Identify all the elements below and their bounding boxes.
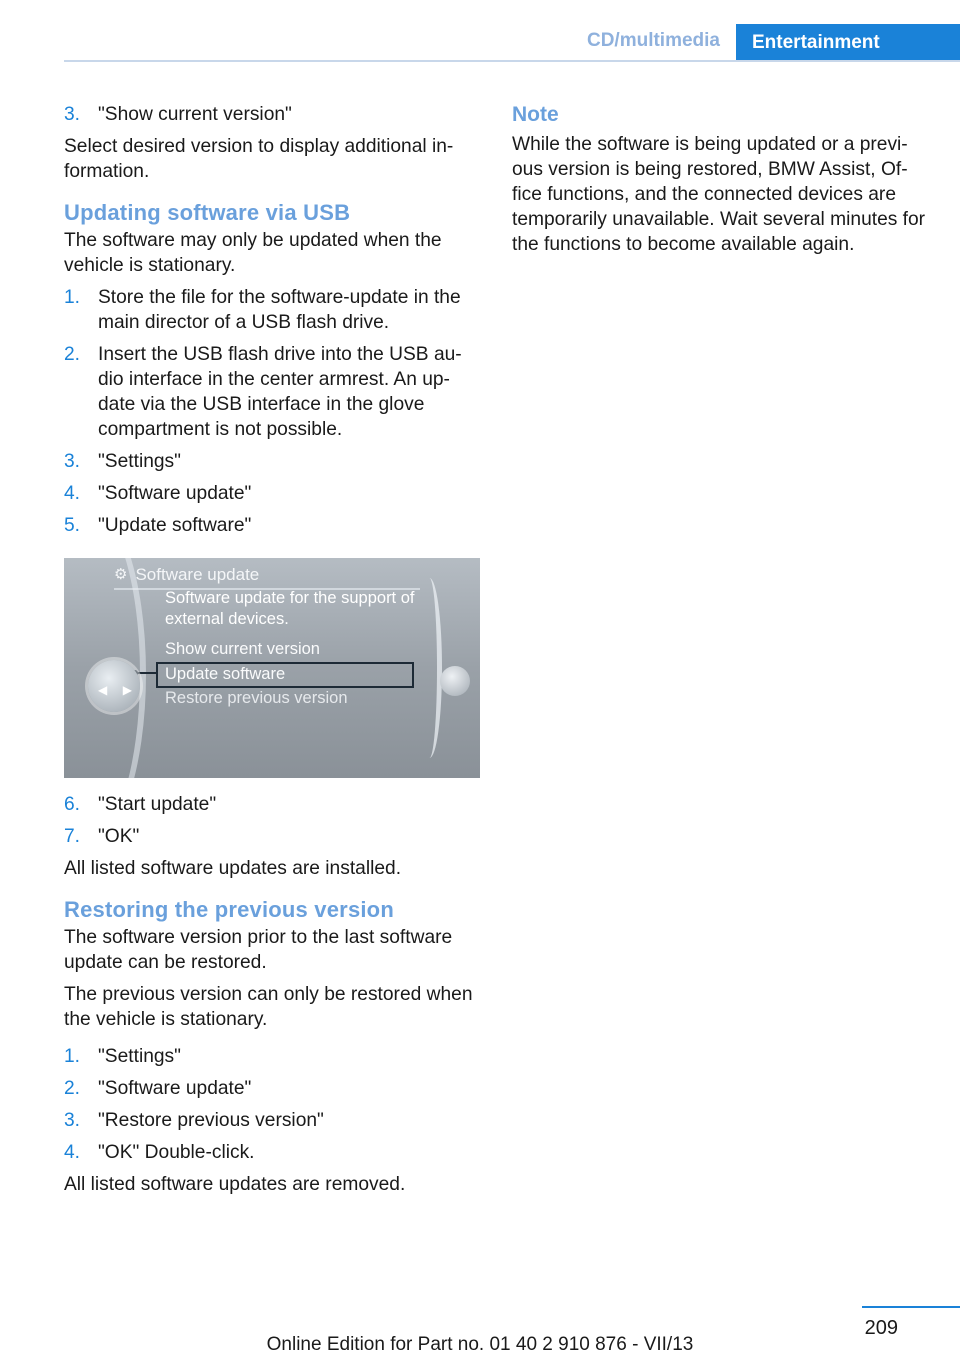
right-column — [512, 102, 928, 264]
step-text: "Show current version" — [98, 104, 292, 125]
idrive-screen-image — [64, 558, 480, 778]
footer-rule — [862, 1306, 960, 1308]
paragraph-restore-stationary: The previous version can only be restored when the vehicle is stationary. — [64, 984, 473, 1030]
step-number: 3. — [64, 104, 81, 125]
left-column — [64, 102, 480, 1204]
step-number: 4. — [64, 1142, 81, 1163]
step-number: 4. — [64, 483, 81, 504]
list-item — [64, 102, 480, 127]
step-text: "OK" — [98, 826, 140, 847]
step-list-top — [64, 102, 480, 127]
step-number: 1. — [64, 1046, 81, 1067]
arrow-left-icon: ◀ — [98, 683, 108, 697]
list-item — [64, 342, 480, 442]
note-text: While the software is being updated or a previ‐ous version is being restored, BMW Assist, Of‐fice functions, and the connected devices are temporarily unavailable. Wait several minutes for the functions to become available again. — [512, 134, 926, 255]
screen-title — [114, 560, 420, 590]
step-text: "Update software" — [98, 515, 252, 536]
step-number: 2. — [64, 344, 81, 365]
paragraph-usb-stationary: The software may only be updated when the vehicle is stationary. — [64, 230, 442, 276]
menu-option-update-software: Update software — [165, 665, 286, 683]
paragraph-installed: All listed software updates are installed. — [64, 858, 402, 879]
step-text: "Software update" — [98, 1078, 252, 1099]
step-number: 3. — [64, 1110, 81, 1131]
step-text: "Restore previous version" — [98, 1110, 324, 1131]
list-item — [64, 449, 480, 474]
step-text: "Start update" — [98, 794, 217, 815]
step-text: "Settings" — [98, 451, 181, 472]
list-item — [64, 1044, 480, 1069]
step-text: "OK" Double-click. — [98, 1142, 255, 1163]
step-text: "Settings" — [98, 1046, 181, 1067]
heading-restoring: Restoring the previous version — [64, 897, 394, 922]
step-number: 5. — [64, 515, 81, 536]
step-number: 7. — [64, 826, 81, 847]
page-header — [0, 0, 960, 62]
step-text: "Software update" — [98, 483, 252, 504]
step-text: Store the file for the software-update in the main director of a USB flash drive. — [98, 287, 461, 333]
option-button — [440, 666, 470, 696]
heading-updating-usb: Updating software via USB — [64, 200, 351, 225]
step-number: 3. — [64, 451, 81, 472]
step-list-restore — [64, 1044, 480, 1165]
screen-description: Software update for the support of external devices. — [165, 589, 415, 628]
step-number: 6. — [64, 794, 81, 815]
page-number: 209 — [864, 1317, 898, 1339]
menu-option-restore-previous: Restore previous version — [165, 689, 348, 707]
step-list-usb — [64, 285, 480, 538]
section-title: CD/multimedia — [586, 30, 720, 51]
controller-knob — [88, 660, 140, 712]
screen-arc-right — [417, 578, 442, 758]
note-title: Note — [512, 103, 559, 126]
step-number: 1. — [64, 287, 81, 308]
chapter-tab: Entertainment — [736, 24, 960, 62]
list-item — [64, 1076, 480, 1101]
list-item — [64, 1108, 480, 1133]
screen-title-text: Software update — [135, 564, 260, 584]
settings-gear-icon: ⚙ — [114, 565, 128, 583]
step-number: 2. — [64, 1078, 81, 1099]
edition-line: Online Edition for Part no. 01 40 2 910 876 - VII/13 — [266, 1334, 694, 1355]
header-rule — [64, 60, 960, 62]
list-item — [64, 513, 480, 538]
arrow-right-icon: ▶ — [122, 683, 132, 697]
list-item — [64, 824, 480, 849]
paragraph-removed: All listed software updates are removed. — [64, 1174, 406, 1195]
paragraph-select-version: Select desired version to display additional in‐formation. — [64, 136, 454, 182]
selection-highlight — [156, 662, 414, 688]
list-item — [64, 1140, 480, 1165]
list-item — [64, 481, 480, 506]
paragraph-restore-prior: The software version prior to the last software update can be restored. — [64, 927, 453, 973]
list-item — [64, 792, 480, 817]
list-item — [64, 285, 480, 335]
step-list-after — [64, 792, 480, 849]
step-text: Insert the USB flash drive into the USB au‐dio interface in the center armrest. An up‐date via the USB interface in the glove compartment is not possible. — [98, 344, 462, 440]
menu-option-show-current: Show current version — [165, 640, 320, 658]
